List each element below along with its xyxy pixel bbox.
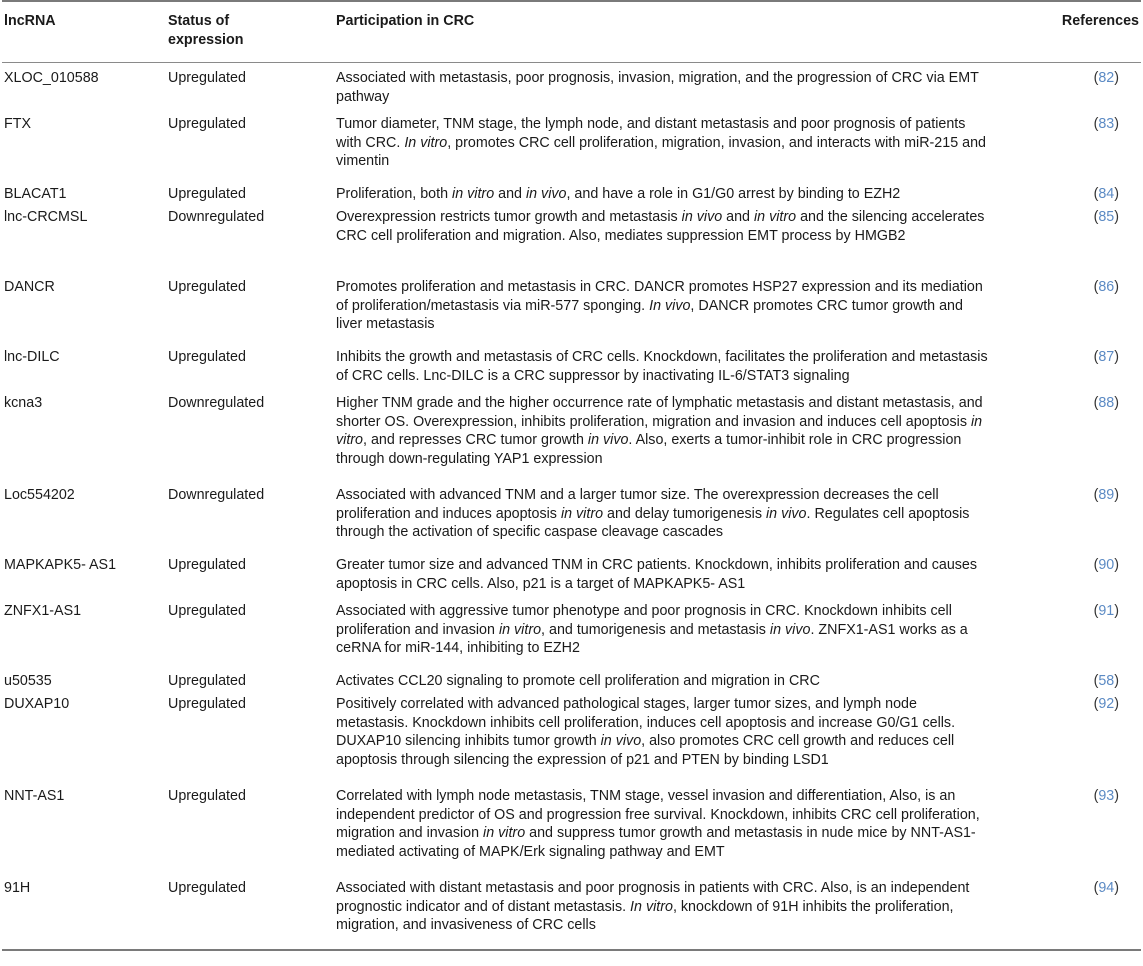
cell-participation [336, 394, 988, 468]
table-row [0, 781, 1143, 873]
text-segment: Greater tumor size and advanced TNM in CRC patients. Knockdown, inhibits proliferation and causes apoptosis in CRC cells. Also, p21 is a target of MAPKAPK5- AS1 [336, 557, 978, 592]
paren-open: ( [1093, 186, 1099, 202]
cell-status: Upregulated [168, 70, 246, 86]
text-segment: , promotes CRC cell proliferation, migration, invasion, and interacts with miR-215 and vimentin [336, 134, 986, 169]
text-segment: . ZNFX1-AS1 works as a ceRNA for miR-144, inhibiting to EZH2 [336, 621, 968, 656]
paren-close: ) [1114, 788, 1119, 804]
cell-status: Upregulated [168, 279, 246, 295]
reference-link[interactable]: 85 [1098, 209, 1115, 225]
cell-participation [336, 278, 988, 334]
cell-lncrna: BLACAT1 [4, 186, 67, 202]
paren-close: ) [1114, 880, 1119, 896]
table-header-row [0, 2, 1143, 62]
header-participation: Participation in CRC [336, 13, 475, 29]
table-row [0, 596, 1143, 666]
text-segment: and delay tumorigenesis [603, 505, 766, 522]
cell-status: Upregulated [168, 557, 246, 573]
paren-close: ) [1114, 279, 1119, 295]
reference-link[interactable]: 86 [1098, 279, 1115, 295]
text-segment: Associated with advanced TNM and a larger tumor size. The overexpression decreases the cell proliferation and induces apoptosis [336, 487, 939, 522]
cell-reference [988, 695, 1143, 714]
text-segment: Activates CCL20 signaling to promote cell proliferation and migration in CRC [336, 673, 820, 689]
paren-open: ( [1093, 349, 1099, 365]
reference-link[interactable]: 92 [1098, 696, 1115, 712]
text-segment: . Also, exerts a tumor-inhibit role in CRC progression through down-regulating YAP1 expression [336, 432, 962, 467]
cell-status: Upregulated [168, 116, 246, 132]
text-segment: Proliferation, both [336, 186, 453, 202]
text-segment: Overexpression restricts tumor growth and metastasis [336, 209, 682, 225]
cell-status: Upregulated [168, 603, 246, 619]
cell-status: Downregulated [168, 395, 265, 411]
italic-text-segment: In vitro [404, 134, 448, 151]
italic-text-segment: In vitro [630, 898, 673, 915]
table-row [0, 480, 1143, 550]
cell-status: Upregulated [168, 880, 246, 896]
cell-lncrna: lnc-CRCMSL [4, 209, 88, 225]
text-segment: Correlated with lymph node metastasis, TNM stage, vessel invasion and differentiation, Also, is an independent predictor of OS and progression free survival. Knockdown, inhibits CRC cell proliferation, migration and invasion [336, 788, 980, 841]
paren-close: ) [1114, 116, 1119, 132]
table-row [0, 689, 1143, 781]
paren-close: ) [1114, 209, 1119, 225]
paren-open: ( [1093, 880, 1099, 896]
paren-close: ) [1114, 673, 1119, 689]
table-row [0, 550, 1143, 596]
header-status: Status of expression [168, 13, 244, 48]
paren-open: ( [1093, 395, 1099, 411]
table-row [0, 342, 1143, 388]
paren-close: ) [1114, 603, 1119, 619]
text-segment: and [494, 186, 526, 202]
text-segment: Higher TNM grade and the higher occurrence rate of lymphatic metastasis and distant metastasis, and shorter OS. Overexpression, inhibits proliferation, migration and invasion and induces cell apoptosis [336, 395, 983, 430]
paren-open: ( [1093, 116, 1099, 132]
cell-participation [336, 672, 988, 691]
table-row [0, 109, 1143, 179]
cell-lncrna: DANCR [4, 279, 55, 295]
cell-lncrna: NNT-AS1 [4, 788, 65, 804]
text-segment: , and tumorigenesis and metastasis [541, 621, 770, 638]
text-segment: Inhibits the growth and metastasis of CRC cells. Knockdown, facilitates the proliferation and metastasis of CRC cells. Lnc-DILC is a CRC suppressor by inactivating IL-6/STAT3 signaling [336, 349, 988, 384]
cell-status: Upregulated [168, 673, 246, 689]
paren-open: ( [1093, 70, 1099, 86]
table-row [0, 272, 1143, 342]
italic-text-segment: in vitro [498, 621, 542, 638]
paren-open: ( [1093, 788, 1099, 804]
cell-participation [336, 208, 988, 245]
italic-text-segment: in vitro [483, 825, 526, 841]
reference-link[interactable]: 58 [1098, 673, 1115, 689]
paren-open: ( [1093, 487, 1099, 503]
paren-close: ) [1114, 395, 1119, 411]
header-references: References [1061, 13, 1139, 29]
cell-lncrna: u50535 [4, 673, 52, 689]
italic-text-segment: in vitro [452, 186, 495, 202]
text-segment: Associated with distant metastasis and poor prognosis in patients with CRC. Also, is an independent prognostic indicator and of distant metastasis. [336, 880, 970, 915]
paren-open: ( [1093, 209, 1099, 225]
table-row [0, 179, 1143, 202]
cell-participation [336, 602, 988, 658]
cell-lncrna: XLOC_010588 [4, 70, 99, 86]
cell-lncrna: 91H [4, 880, 31, 896]
text-segment: , knockdown of 91H inhibits the proliferation, migration, and invasiveness of CRC cells [336, 898, 954, 933]
italic-text-segment: in vivo [525, 186, 567, 202]
header-lncrna: lncRNA [4, 13, 56, 29]
cell-reference [988, 556, 1143, 575]
paren-open: ( [1093, 603, 1099, 619]
reference-link[interactable]: 84 [1098, 186, 1115, 202]
reference-link[interactable]: 82 [1098, 70, 1115, 86]
italic-text-segment: in vivo [681, 209, 723, 225]
italic-text-segment: in vivo [765, 505, 807, 522]
reference-link[interactable]: 91 [1098, 603, 1115, 619]
paren-close: ) [1114, 487, 1119, 503]
paren-open: ( [1093, 557, 1099, 573]
cell-reference [988, 69, 1143, 88]
cell-participation [336, 879, 988, 935]
italic-text-segment: in vivo [769, 621, 811, 638]
text-segment: Associated with metastasis, poor prognosis, invasion, migration, and the progression of CRC via EMT pathway [336, 70, 979, 105]
reference-link[interactable]: 90 [1098, 557, 1115, 573]
paren-close: ) [1114, 70, 1119, 86]
reference-link[interactable]: 88 [1098, 395, 1115, 411]
cell-participation [336, 185, 988, 204]
cell-lncrna: FTX [4, 116, 32, 132]
cell-lncrna: DUXAP10 [4, 696, 70, 712]
cell-participation [336, 695, 988, 769]
cell-participation [336, 115, 988, 171]
cell-reference [988, 879, 1143, 898]
italic-text-segment: in vitro [753, 209, 797, 225]
cell-lncrna: Loc554202 [4, 487, 75, 503]
italic-text-segment: in vitro [336, 413, 983, 448]
text-segment: and suppress tumor growth and metastasis in nude mice by NNT-AS1-mediated activating of MAPK/Erk signaling pathway and EMT [336, 825, 976, 860]
table-body [0, 63, 1143, 943]
cell-participation [336, 69, 988, 106]
paren-close: ) [1114, 186, 1119, 202]
cell-lncrna: ZNFX1-AS1 [4, 603, 82, 619]
text-segment: Positively correlated with advanced pathological stages, larger tumor sizes, and lymph node metastasis. Knockdown inhibits cell proliferation, induces cell apoptosis and increase G0/G1 cells. DUXAP10 silencing inhibits tumor growth [336, 696, 956, 749]
cell-reference [988, 278, 1143, 297]
text-segment: , and represses CRC tumor growth [363, 432, 588, 448]
table-row [0, 63, 1143, 109]
text-segment: , also promotes CRC cell growth and reduces cell apoptosis through silencing the expression of p21 and PTEN by binding LSD1 [336, 733, 955, 768]
cell-status: Upregulated [168, 788, 246, 804]
table-row [0, 388, 1143, 480]
paren-close: ) [1114, 557, 1119, 573]
reference-link[interactable]: 94 [1098, 880, 1115, 896]
paren-close: ) [1114, 349, 1119, 365]
cell-reference [988, 208, 1143, 227]
cell-status: Downregulated [168, 487, 265, 503]
italic-text-segment: In vivo [649, 297, 691, 314]
italic-text-segment: in vivo [587, 432, 629, 448]
cell-lncrna: lnc-DILC [4, 349, 60, 365]
cell-status: Upregulated [168, 349, 246, 365]
paren-close: ) [1114, 696, 1119, 712]
cell-reference [988, 672, 1143, 691]
text-segment: Associated with aggressive tumor phenotype and poor prognosis in CRC. Knockdown inhibits cell proliferation and invasion [336, 603, 952, 638]
text-segment: . Regulates cell apoptosis through the activation of specific caspase cleavage cascades [336, 505, 970, 540]
cell-reference [988, 394, 1143, 413]
cell-participation [336, 787, 988, 861]
text-segment: and [722, 209, 754, 225]
paren-open: ( [1093, 279, 1099, 295]
cell-status: Upregulated [168, 696, 246, 712]
text-segment: and the silencing accelerates CRC cell proliferation and migration. Also, mediates suppression EMT process by HMGB2 [336, 209, 985, 244]
paren-open: ( [1093, 696, 1099, 712]
cell-reference [988, 787, 1143, 806]
reference-link[interactable]: 83 [1098, 116, 1115, 132]
reference-link[interactable]: 87 [1098, 349, 1115, 365]
cell-reference [988, 486, 1143, 505]
text-segment: Promotes proliferation and metastasis in CRC. DANCR promotes HSP27 expression and its mediation of proliferation/metastasis via miR-577 sponging. [336, 279, 983, 314]
table-bottom-rule [2, 949, 1141, 951]
cell-participation [336, 348, 988, 385]
cell-reference [988, 348, 1143, 367]
text-segment: Tumor diameter, TNM stage, the lymph node, and distant metastasis and poor prognosis of patients with CRC. [336, 116, 966, 151]
cell-participation [336, 556, 988, 593]
cell-status: Upregulated [168, 186, 246, 202]
italic-text-segment: in vitro [560, 505, 604, 522]
reference-link[interactable]: 93 [1098, 788, 1115, 804]
text-segment: , and have a role in G1/G0 arrest by binding to EZH2 [566, 186, 901, 202]
cell-reference [988, 602, 1143, 621]
cell-reference [988, 185, 1143, 204]
italic-text-segment: in vivo [600, 733, 642, 749]
text-segment: , DANCR promotes CRC tumor growth and liver metastasis [336, 297, 963, 332]
reference-link[interactable]: 89 [1098, 487, 1115, 503]
cell-status: Downregulated [168, 209, 265, 225]
paren-open: ( [1093, 673, 1099, 689]
table-row [0, 873, 1143, 943]
table-row [0, 202, 1143, 272]
cell-lncrna: kcna3 [4, 395, 43, 411]
cell-reference [988, 115, 1143, 134]
table-row [0, 666, 1143, 689]
cell-participation [336, 486, 988, 542]
cell-lncrna: MAPKAPK5- AS1 [4, 557, 117, 573]
